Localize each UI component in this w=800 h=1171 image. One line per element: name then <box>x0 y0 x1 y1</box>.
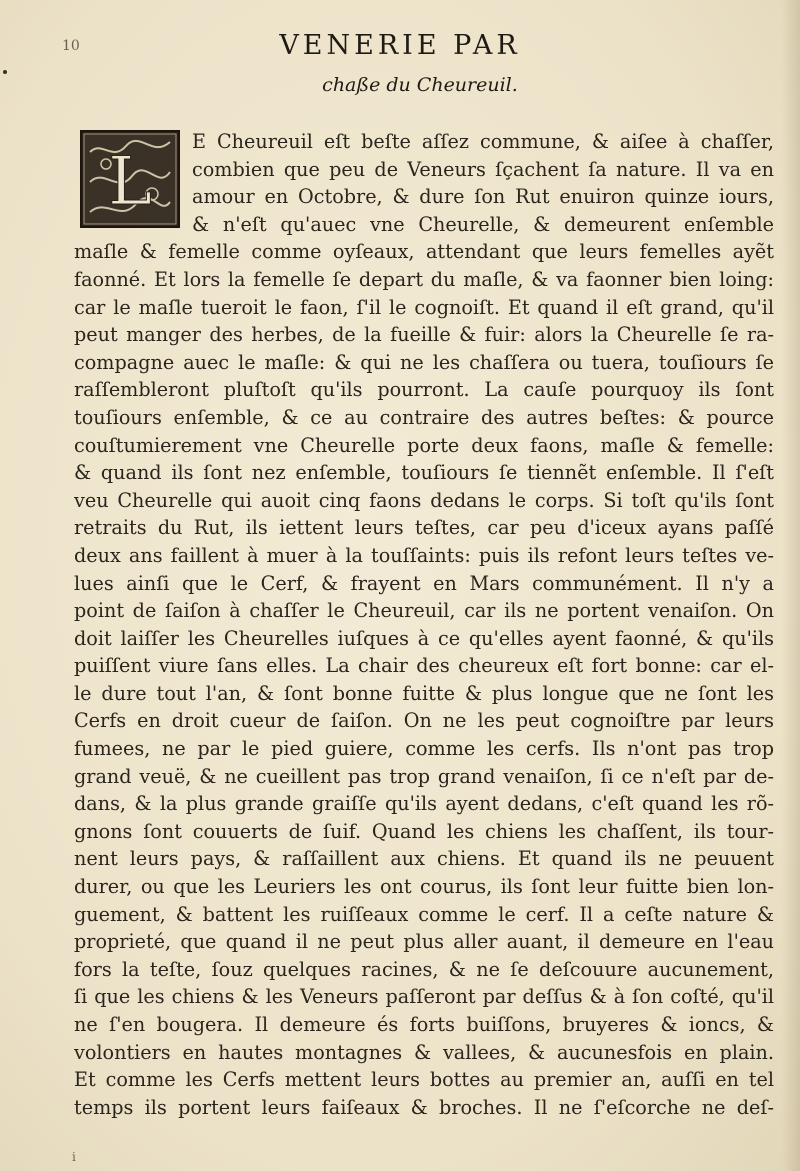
text-line: fors la teſte, ſouz quelques racines, & ne ſe deſcouure aucunement, <box>74 957 774 981</box>
text-line: compagne auec le maſle: & qui ne les chaſſera ou tuera, touſiours ſe <box>74 350 774 374</box>
text-line: retraits du Rut, ils iettent leurs teſtes, car peu d'iceux ayans paſſé <box>74 516 774 540</box>
text-line: Cerfs en droit cueur de ſaiſon. On ne les peut cognoiſtre par leurs <box>74 709 774 733</box>
text-line: car le maſle tueroit le faon, ſ'il le cognoiſt. Et quand il eſt grand, qu'il <box>74 295 774 319</box>
text-line: temps ils portent leurs faiſeaux & broches. Il ne ſ'eſcorche ne deſ- <box>74 1095 774 1119</box>
text-line: & quand ils ſont nez enſemble, touſiours ſe tiennẽt enſemble. Il ſ'eſt <box>74 461 774 485</box>
text-line: amour en Octobre, & dure ſon Rut enuiron quinze iours, <box>192 185 774 209</box>
running-head: VENERIE PAR <box>279 30 521 61</box>
bottom-mark: i <box>72 1150 76 1164</box>
text-line: volontiers en hautes montagnes & vallees, & aucunesfois en plain. <box>74 1040 774 1064</box>
text-line: doit laiſſer les Cheurelles iuſques à ce qu'elles ayent faonné, & qu'ils <box>74 626 774 650</box>
text-line: Et comme les Cerfs mettent leurs bottes au premier an, auſſi en tel <box>74 1068 774 1092</box>
body-text <box>74 128 774 1121</box>
text-line: puiſſent viure ſans elles. La chair des cheureux eſt fort bonne: car el- <box>74 654 774 678</box>
text-line: durer, ou que les Leuriers les ont courus, ils ſont leur fuitte bien lon- <box>74 875 774 899</box>
text-line: ne ſ'en bougera. Il demeure és forts buiſſons, bruyeres & ioncs, & <box>74 1013 774 1036</box>
text-line: & n'eſt qu'auec vne Cheurelle, & demeurent enſemble <box>192 212 774 236</box>
text-line: lues ainſi que le Cerf, & frayent en Mars communément. Il n'y a <box>74 571 774 595</box>
text-line: E Cheureuil eſt beſte aſſez commune, & aiſee à chaſſer, <box>192 130 774 153</box>
text-line: maſle & femelle comme oyſeaux, attendant que leurs femelles ayẽt <box>74 240 774 264</box>
page-number: 10 <box>62 38 80 54</box>
initial-letter: L <box>108 143 152 220</box>
text-line: raſſembleront pluſtoſt qu'ils pourront. La cauſe pourquoy ils ſont <box>74 378 774 402</box>
text-line: grand veuë, & ne cueillent pas trop grand venaiſon, ſi ce n'eſt par de- <box>74 764 774 788</box>
text-line: veu Cheurelle qui auoit cinq faons dedans le corps. Si toſt qu'ils ſont <box>74 488 774 512</box>
text-line: guement, & battent les ruiſſeaux comme le cerf. Il a ceſte nature & <box>74 902 774 926</box>
text-line: faonné. Et lors la femelle ſe depart du maſle, & va faonner bien loing: <box>74 267 774 291</box>
text-line: deux ans faillent à muer à la touſſaints: puis ils refont leurs teſtes ve- <box>74 543 774 567</box>
text-line: nent leurs pays, & raſſaillent aux chiens. Et quand ils ne peuuent <box>74 847 774 871</box>
text-line: le dure tout l'an, & ſont bonne fuitte & plus longue que ne ſont les <box>74 681 774 705</box>
page-edge-shadow <box>782 0 800 1171</box>
text-line: gnons ſont couuerts de ſuif. Quand les chiens les chaſſent, ils tour- <box>74 819 774 843</box>
text-line: peut manger des herbes, de la fueille & fuir: alors la Cheurelle ſe ra- <box>74 323 774 347</box>
text-line: combien que peu de Veneurs ſçachent ſa nature. Il va en <box>192 157 774 181</box>
text-line: touſiours enſemble, & ce au contraire des autres beſtes: & pource <box>74 405 774 429</box>
text-line: proprieté, que quand il ne peut plus aller auant, il demeure en l'eau <box>74 930 774 954</box>
text-line: point de ſaiſon à chaſſer le Cheureuil, car ils ne portent venaiſon. On <box>74 599 774 623</box>
text-line: ſi que les chiens & les Veneurs paſſeront par deſſus & à ſon coſté, qu'il <box>74 985 774 1009</box>
text-line: dans, & la plus grande graiſſe qu'ils ayent dedans, c'eſt quand les rõ- <box>74 792 774 816</box>
text-line: couſtumierement vne Cheurelle porte deux faons, maſle & femelle: <box>74 433 774 457</box>
text-line: fumees, ne par le pied guiere, comme les cerfs. Ils n'ont pas trop <box>74 737 774 761</box>
section-subhead: chaße du Cheureuil. <box>322 74 518 96</box>
